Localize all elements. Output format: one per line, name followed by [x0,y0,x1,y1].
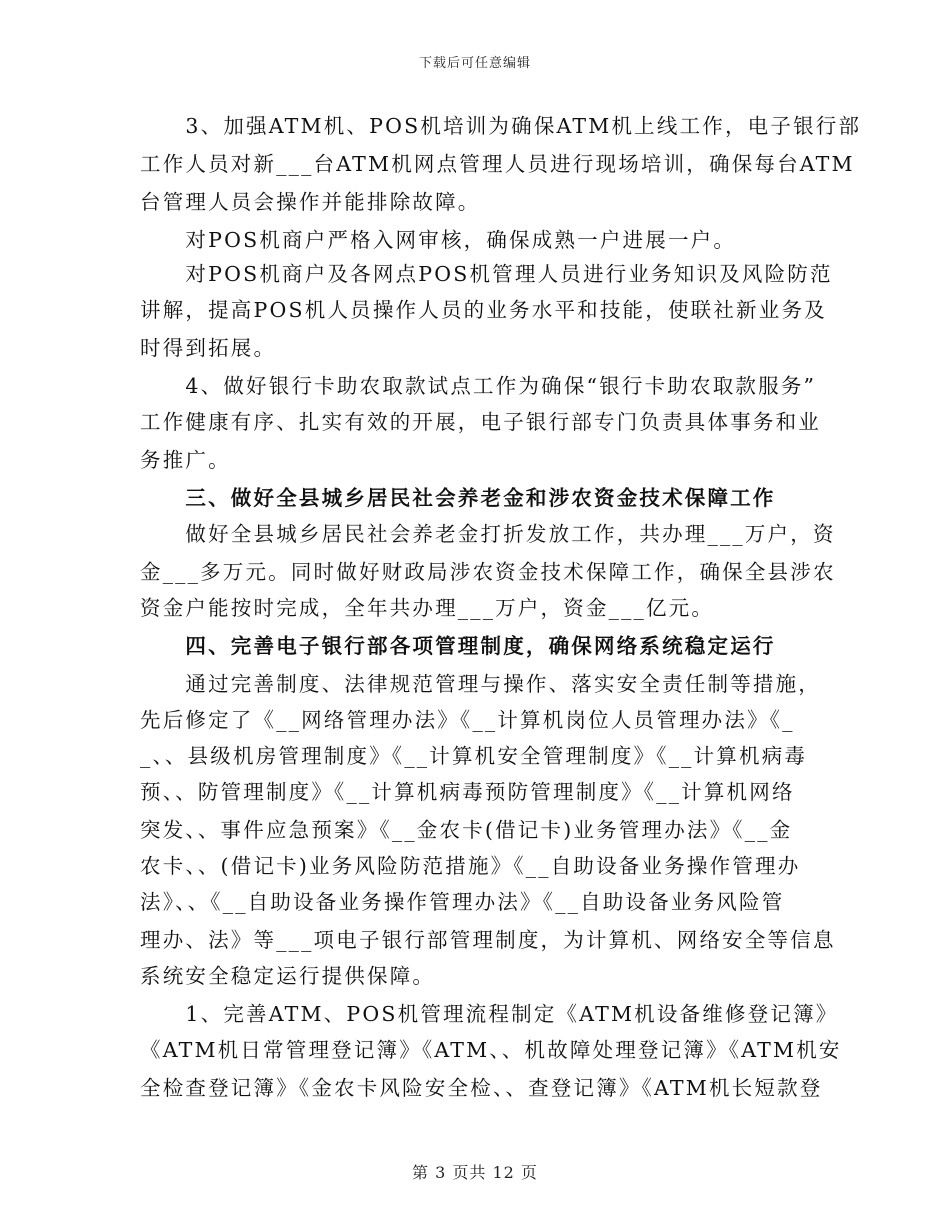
page-footer: 第 3 页共 12 页 [412,1163,538,1182]
text-line: 农卡、、(借记卡)业务风险防范措施》《__自助设备业务操作管理办 [140,854,801,878]
text-line: 务推广。 [140,448,231,472]
text-line: 工作人员对新___台ATM机网点管理人员进行现场培训，确保每台ATM [140,152,855,176]
text-line: 突发、、事件应急预案》《__金农卡(借记卡)业务管理办法》《__金 [140,818,793,842]
text-line: 法》、、《__自助设备业务操作管理办法》《__自助设备业务风险管 [140,890,785,914]
text-line: 时得到拓展。 [140,336,277,360]
text-line: 系统安全稳定运行提供保障。 [140,964,436,988]
text-line: 《ATM机日常管理登记簿》《ATM、、机故障处理登记簿》《ATM机安 [140,1038,842,1062]
text-line: 金___多万元。同时做好财政局涉农资金技术保障工作，确保全县涉农 [140,560,836,584]
text-line: 对POS机商户严格入网审核，确保成熟一户进展一户。 [140,228,737,252]
text-line: 先后修定了《__网络管理办法》《__计算机岗位人员管理办法》《_ [140,708,795,732]
page-header: 下载后可任意编辑 [418,56,531,71]
section-heading-3: 三、做好全县城乡居民社会养老金和涉农资金技术保障工作 [140,486,776,510]
text-line: 工作健康有序、扎实有效的开展，电子银行部专门负责具体事务和业 [140,410,821,434]
text-line: 台管理人员会操作并能排除故障。 [140,190,481,214]
section-heading-4: 四、完善电子银行部各项管理制度，确保网络系统稳定运行 [140,634,776,658]
text-line: 预、、防管理制度》《__计算机病毒预防管理制度》《__计算机网络 [140,780,795,804]
text-line: 理办、法》等___项电子银行部管理制度，为计算机、网络安全等信息 [140,928,836,952]
text-line: 4、做好银行卡助农取款试点工作为确保“银行卡助农取款服务” [140,374,817,398]
text-line: 3、加强ATM机、POS机培训为确保ATM机上线工作，电子银行部 [140,114,862,138]
text-line: _、、县级机房管理制度》《__计算机安全管理制度》《__计算机病毒 [140,744,808,768]
text-line: 1、完善ATM、POS机管理流程制定《ATM机设备维修登记簿》 [140,1002,839,1026]
text-line: 讲解，提高POS机人员操作人员的业务水平和技能，使联社新业务及 [140,298,827,322]
text-line: 资金户能按时完成，全年共办理___万户，资金___亿元。 [140,596,715,620]
text-line: 通过完善制度、法律规范管理与操作、落实安全责任制等措施， [140,672,821,696]
text-line: 做好全县城乡居民社会养老金打折发放工作，共办理___万户，资 [140,522,836,546]
text-line: 全检查登记簿》《金农卡风险安全检、、查登记簿》《ATM机长短款登 [140,1076,823,1100]
text-line: 对POS机商户及各网点POS机管理人员进行业务知识及风险防范 [140,262,833,286]
